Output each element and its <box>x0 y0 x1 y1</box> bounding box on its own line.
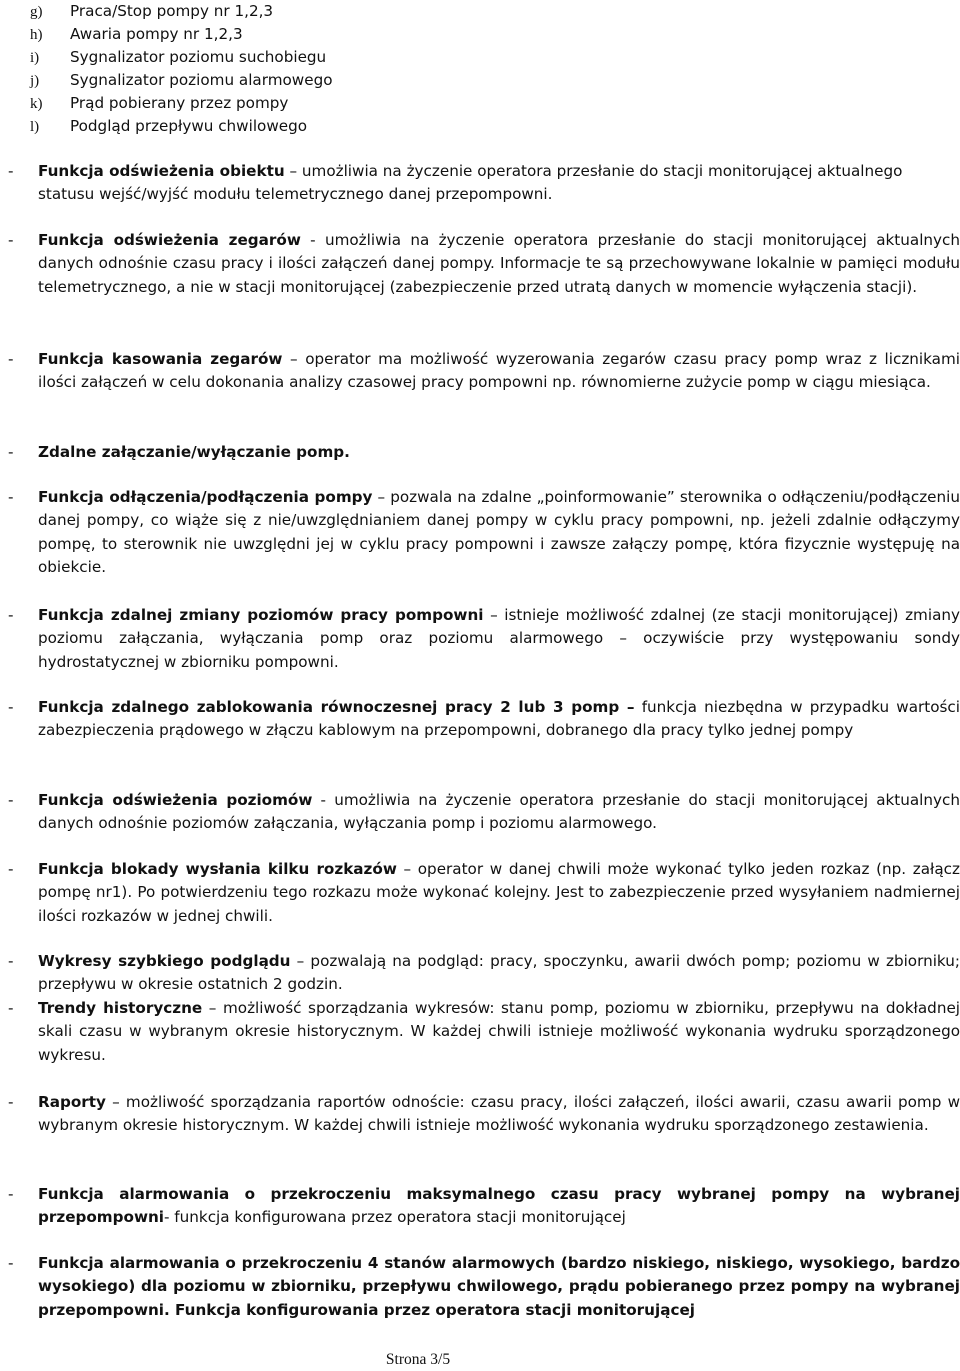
bullet-title: Funkcja odświeżenia zegarów <box>38 231 301 249</box>
bullet-title: Funkcja odświeżenia obiektu <box>38 162 285 180</box>
bullet-paragraph <box>0 604 960 674</box>
bullet-title: Funkcja alarmowania o przekroczeniu 4 stanów alarmowych (bardzo niskiego, niskiego, wysokiego, bardzo wysokiego) dla poziomu w zbiorniku, przepływu chwilowego, prądu pobieranego przez pompy na wybranej przepompowni. Funkcja konfigurowania przez operatora stacji monitorującej <box>38 1254 960 1319</box>
bullet-paragraph <box>0 789 960 836</box>
bullet-marker: - <box>8 1185 14 1203</box>
bullet-title: Funkcja blokady wysłania kilku rozkazów <box>38 860 397 878</box>
list-text: Sygnalizator poziomu alarmowego <box>70 71 333 89</box>
bullet-text: - funkcja konfigurowana przez operatora stacji monitorującej <box>164 1208 626 1227</box>
bullet-marker: - <box>8 350 14 368</box>
bullet-paragraph <box>0 858 960 928</box>
bullet-marker: - <box>8 791 14 809</box>
bullet-text: – operator w danej chwili może wykonać tylko jeden rozkaz (np. załącz pompę nr1). Po potwierdzeniu tego rozkazu może wykonać kolejny. Jest to zabezpieczenie przed wysyłaniem nadmiernej ilości rozkazów w jednej chwili. <box>38 860 960 925</box>
bullet-text: – możliwość sporządzania raportów odnoście: czasu pracy, ilości załączeń, ilości awarii, czasu awarii pomp w wybranym okresie historycznym. W każdej chwili istnieje możliwość wykonania wydruku sporządzonego zestawienia. <box>38 1093 960 1135</box>
bullet-marker: - <box>8 698 14 716</box>
bullet-marker: - <box>8 999 14 1017</box>
bullet-text: – pozwala na zdalne „poinformowanie” sterownika o odłączeniu/podłączeniu danej pompy, co wiąże się z nie/uwzględnianiem danej pompy w cyklu pracy pompowni, np. jeżeli zdalnie odłączymy pompę, to sterownik nie uwzględni jej w cyklu pracy pompowni i zawsze załączy pompę, która fizycznie występuję na obiekcie. <box>38 488 960 576</box>
bullet-marker: - <box>8 1254 14 1272</box>
bullet-title: Funkcja zdalnej zmiany poziomów pracy pompowni <box>38 606 484 624</box>
list-letter: j) <box>30 73 40 89</box>
list-letter: h) <box>30 27 43 43</box>
bullet-title: Funkcja odłączenia/podłączenia pompy <box>38 488 373 506</box>
list-letter: g) <box>30 4 43 20</box>
bullet-title: Funkcja odświeżenia poziomów <box>38 791 313 809</box>
bullet-paragraph <box>0 348 960 395</box>
list-text: Sygnalizator poziomu suchobiegu <box>70 48 327 66</box>
list-letter: k) <box>30 96 43 112</box>
bullet-text: – możliwość sporządzania wykresów: stanu pomp, poziomu w zbiorniku, przepływu na dokładnej skali czasu w wybranym okresie historycznym. W każdej chwili istnieje możliwość wykonania wydruku sporządzonego wykresu. <box>38 999 960 1064</box>
bullet-text: – pozwalają na podgląd: pracy, spoczynku, awarii dwóch pomp; poziomu w zbiorniku; przepływu w okresie ostatnich 2 godzin. <box>38 952 960 994</box>
bullet-paragraph <box>0 229 960 299</box>
bullet-text: – istnieje możliwość zdalnej (ze stacji monitorującej) zmiany poziomu załączania, wyłączania pomp oraz poziomu alarmowego – oczywiście przy występowaniu sondy hydrostatycznej w zbiorniku pompowni. <box>38 606 960 671</box>
bullet-marker: - <box>8 952 14 970</box>
bullet-title: Funkcja alarmowania o przekroczeniu maksymalnego czasu pracy wybranej pompy na wybranej przepompowni <box>38 1185 960 1227</box>
bullet-text: - umożliwia na życzenie operatora przesłanie do stacji monitorującej aktualnych danych odnośnie poziomów załączania, wyłączania pomp i poziomu alarmowego. <box>38 791 960 833</box>
list-letter: l) <box>30 119 40 135</box>
bullet-paragraph <box>0 441 960 464</box>
page-number: Strona 3/5 <box>385 1351 451 1368</box>
bullet-text: – operator ma możliwość wyzerowania zegarów czasu pracy pomp wraz z licznikami ilości załączeń w celu dokonania analizy czasowej pracy pompowni np. równomierne zużycie pomp w ciągu miesiąca. <box>38 350 960 392</box>
bullet-paragraph <box>0 950 960 997</box>
bullet-marker: - <box>8 860 14 878</box>
list-item <box>30 23 950 48</box>
list-text: Awaria pompy nr 1,2,3 <box>70 25 243 43</box>
bullet-marker: - <box>8 488 14 506</box>
bullet-marker: - <box>8 443 14 461</box>
bullet-paragraph <box>0 1252 960 1322</box>
bullet-paragraph <box>0 1091 960 1138</box>
list-text: Podgląd przepływu chwilowego <box>70 117 308 135</box>
bullet-title: Raporty <box>38 1093 106 1111</box>
list-item <box>30 115 950 140</box>
bullet-marker: - <box>8 606 14 624</box>
bullet-paragraph <box>0 696 960 743</box>
bullet-marker: - <box>8 231 14 249</box>
bullet-title: Trendy historyczne <box>38 999 203 1017</box>
bullet-paragraph <box>0 1183 960 1230</box>
list-item <box>30 0 950 25</box>
bullet-title: Funkcja kasowania zegarów <box>38 350 283 368</box>
bullet-paragraph <box>0 486 960 579</box>
bullet-text: - umożliwia na życzenie operatora przesłanie do stacji monitorującej aktualnych danych odnośnie czasu pracy i ilości załączeń danej pompy. Informacje te są przechowywane lokalnie w pamięci modułu telemetrycznego, a nie w stacji monitorującej (zabezpieczenie przed utratą danych w momencie wyłączenia stacji). <box>38 231 960 296</box>
list-item <box>30 69 950 94</box>
bullet-title: Wykresy szybkiego podglądu <box>38 952 291 970</box>
bullet-text: funkcja niezbędna w przypadku wartości zabezpieczenia prądowego w złączu kablowym na przepompowni, dobranego dla pracy tylko jednej pompy <box>38 698 960 740</box>
list-item <box>30 46 950 71</box>
bullet-text: – umożliwia na życzenie operatora przesłanie do stacji monitorującej aktualnego statusu wejść/wyjść modułu telemetrycznego danej przepompowni. <box>38 162 903 204</box>
bullet-marker: - <box>8 1093 14 1111</box>
list-text: Prąd pobierany przez pompy <box>70 94 289 112</box>
list-text: Praca/Stop pompy nr 1,2,3 <box>70 2 274 20</box>
bullet-title: Funkcja zdalnego zablokowania równoczesnej pracy 2 lub 3 pomp – <box>38 698 635 716</box>
bullet-marker: - <box>8 162 14 180</box>
bullet-paragraph <box>0 160 960 207</box>
list-item <box>30 92 950 117</box>
bullet-title: Zdalne załączanie/wyłączanie pomp. <box>38 443 350 461</box>
list-letter: i) <box>30 50 40 66</box>
bullet-paragraph <box>0 997 960 1067</box>
